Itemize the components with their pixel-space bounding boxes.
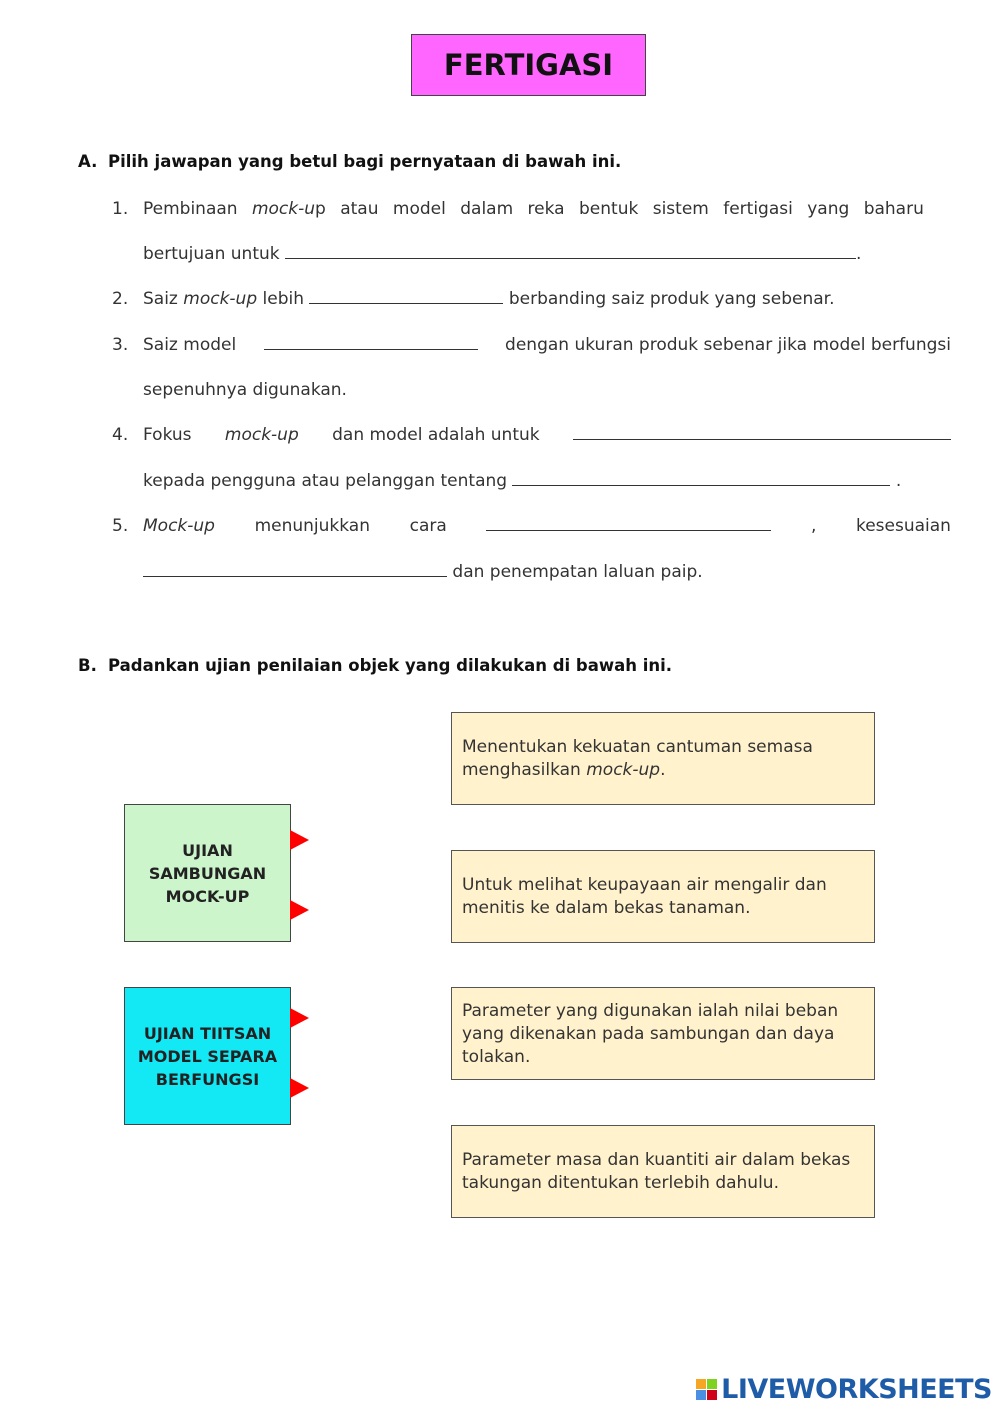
question-2-number: 2. [112,289,129,309]
match-arrow-4[interactable] [290,1078,309,1098]
question-1-line-2: bertujuan untuk . [143,244,862,264]
section-b-text: Padankan ujian penilaian objek yang dilakukan di bawah ini. [108,656,673,675]
answer-box-3[interactable]: Parameter yang digunakan ialah nilai beban yang dikenakan pada sambungan dan daya tolakan. [451,987,875,1080]
test-box-tiitsan: UJIAN TIITSAN MODEL SEPARA BERFUNGSI [124,987,291,1125]
logo-mark-icon [696,1379,717,1400]
answer-blank-4a[interactable] [573,425,951,440]
logo-text: LIVEWORKSHEETS [721,1374,992,1405]
question-1-number: 1. [112,199,129,219]
question-4-line-2: kepada pengguna atau pelanggan tentang . [143,471,902,491]
answer-blank-5a[interactable] [486,516,771,531]
answer-box-4[interactable]: Parameter masa dan kuantiti air dalam bekas takungan ditentukan terlebih dahulu. [451,1125,875,1218]
section-a-text: Pilih jawapan yang betul bagi pernyataan di bawah ini. [108,152,622,171]
answer-blank-5b[interactable] [143,562,447,577]
question-4-number: 4. [112,425,129,445]
question-4-line-1: Fokus mock-up dan model adalah untuk [143,425,951,445]
question-5-line-2: dan penempatan laluan paip. [143,562,951,582]
match-arrow-2[interactable] [290,900,309,920]
test-box-sambungan: UJIAN SAMBUNGAN MOCK-UP [124,804,291,942]
question-2-line: Saiz mock-up lebih berbanding saiz produk yang sebenar. [143,289,835,309]
question-1-line-1: Pembinaan mock-up atau model dalam reka bentuk sistem fertigasi yang baharu [143,199,924,219]
section-a-letter: A. [78,152,98,171]
page-title: FERTIGASI [411,34,646,96]
answer-box-2[interactable]: Untuk melihat keupayaan air mengalir dan menitis ke dalam bekas tanaman. [451,850,875,943]
question-5-number: 5. [112,516,129,536]
answer-blank-4b[interactable] [512,471,890,486]
match-arrow-1[interactable] [290,830,309,850]
question-3-line-1: Saiz model dengan ukuran produk sebenar jika model berfungsi [143,335,951,355]
answer-box-1[interactable]: Menentukan kekuatan cantuman semasa menghasilkan mock-up. [451,712,875,805]
match-arrow-3[interactable] [290,1008,309,1028]
section-b-heading [78,656,672,675]
answer-blank-1[interactable] [285,244,856,259]
question-5-line-1: Mock-up menunjukkan cara , kesesuaian [143,516,951,536]
answer-blank-3[interactable] [264,335,478,350]
liveworksheets-logo [696,1374,992,1405]
section-a-heading [78,152,621,171]
answer-blank-2[interactable] [309,289,503,304]
question-3-line-2: sepenuhnya digunakan. [143,380,347,400]
section-b-letter: B. [78,656,97,675]
question-3-number: 3. [112,335,129,355]
